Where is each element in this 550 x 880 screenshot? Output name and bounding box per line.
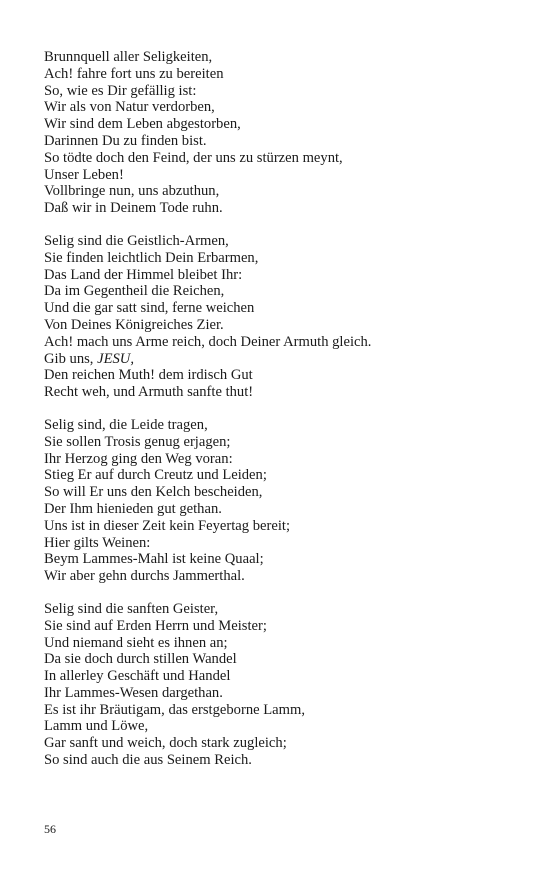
line-text: Wir aber gehn durchs Jammerthal. [44, 568, 245, 585]
line-text: Der Ihm hienieden gut gethan. [44, 500, 222, 517]
poem-line [44, 735, 524, 752]
line-text: Daß wir in Deinem Tode ruhn. [44, 200, 223, 217]
poem-line [44, 267, 524, 284]
poem-line [44, 417, 524, 434]
stanza-3 [44, 417, 524, 585]
poem-line [44, 651, 524, 668]
poem-line [44, 283, 524, 300]
poem-line [44, 150, 524, 167]
poem-line [44, 367, 524, 384]
poem-line [44, 66, 524, 83]
line-text: Von Deines Königreiches Zier. [44, 316, 224, 333]
poem-line [44, 99, 524, 116]
poem-line [44, 334, 524, 351]
poem-line [44, 49, 524, 66]
line-text: Brunnquell aller Seligkeiten, [44, 49, 213, 65]
line-text: Ach! fahre fort uns zu bereiten [44, 65, 224, 82]
poem-line [44, 685, 524, 702]
line-text: Selig sind die Geistlich-Armen, [44, 232, 229, 249]
line-text: Hier gilts Weinen: [44, 534, 151, 551]
poem-line [44, 601, 524, 618]
line-text: Ihr Lammes-Wesen dargethan. [44, 684, 223, 701]
line-text: Und die gar satt sind, ferne weichen [44, 300, 255, 317]
line-text: In allerley Geschäft und Handel [44, 668, 231, 685]
line-text: Darinnen Du zu finden bist. [44, 132, 207, 149]
line-text: Und niemand sieht es ihnen an; [44, 634, 228, 651]
poem-line [44, 467, 524, 484]
poem-line [44, 133, 524, 150]
poem-line [44, 200, 524, 217]
line-text: Vollbringe nun, uns abzuthun, [44, 183, 220, 200]
line-text: So tödte doch den Feind, der uns zu stürzen meynt, [44, 149, 343, 166]
stanza-4 [44, 601, 524, 769]
poem-line [44, 718, 524, 735]
poem-line [44, 167, 524, 184]
line-text: Es ist ihr Bräutigam, das erstgeborne Lamm, [44, 701, 306, 718]
line-text: Gib uns, [44, 350, 98, 367]
poem-line [44, 702, 524, 719]
line-text: Sie finden leichtlich Dein Erbarmen, [44, 249, 259, 266]
line-text: Recht weh, und Armuth sanfte thut! [44, 384, 254, 401]
stanza-2 [44, 233, 524, 401]
line-text: Wir sind dem Leben abgestorben, [44, 116, 241, 133]
line-text: Selig sind, die Leide tragen, [44, 416, 208, 433]
poem-line [44, 668, 524, 685]
line-text: So sind auch die aus Seinem Reich. [44, 752, 252, 769]
line-text: Gar sanft und weich, doch stark zugleich; [44, 735, 287, 752]
line-text: Wir als von Natur verdorben, [44, 99, 215, 116]
line-text: Da im Gegentheil die Reichen, [44, 283, 225, 300]
poem-line [44, 501, 524, 518]
poem-line [44, 83, 524, 100]
line-text: Stieg Er auf durch Creutz und Leiden; [44, 467, 267, 484]
line-text: Beym Lammes-Mahl ist keine Quaal; [44, 551, 264, 568]
stanza-1 [44, 49, 524, 217]
line-text: Sie sind auf Erden Herrn und Meister; [44, 617, 267, 634]
line-text: Ach! mach uns Arme reich, doch Deiner Armuth gleich. [44, 333, 372, 350]
poem-line [44, 317, 524, 334]
poem-line [44, 551, 524, 568]
poem-line [44, 233, 524, 250]
poem-line [44, 752, 524, 769]
line-text: Da sie doch durch stillen Wandel [44, 651, 237, 668]
line-text: So will Er uns den Kelch bescheiden, [44, 484, 263, 501]
poem-line [44, 434, 524, 451]
poem-line [44, 618, 524, 635]
poem-line [44, 518, 524, 535]
poem-line [44, 116, 524, 133]
line-text: Den reichen Muth! dem irdisch Gut [44, 367, 253, 384]
line-text: Lamm und Löwe, [44, 718, 149, 735]
poem-line [44, 635, 524, 652]
poem-body [44, 49, 524, 785]
poem-line [44, 384, 524, 401]
poem-line [44, 300, 524, 317]
line-text: Sie sollen Trosis genug erjagen; [44, 433, 231, 450]
poem-line [44, 351, 524, 368]
poem-line [44, 451, 524, 468]
line-text: So, wie es Dir gefällig ist: [44, 82, 197, 99]
line-text: Ihr Herzog ging den Weg voran: [44, 450, 233, 467]
poem-line [44, 535, 524, 552]
line-text: Unser Leben! [44, 166, 124, 183]
poem-line [44, 484, 524, 501]
poem-line [44, 568, 524, 585]
line-text: Uns ist in dieser Zeit kein Feyertag bereit; [44, 517, 290, 534]
page-number: 56 [44, 822, 56, 836]
italic-text: JESU, [97, 350, 134, 367]
poem-line [44, 250, 524, 267]
poem-line [44, 183, 524, 200]
line-text: Selig sind die sanften Geister, [44, 600, 219, 617]
line-text: Das Land der Himmel bleibet Ihr: [44, 266, 243, 283]
